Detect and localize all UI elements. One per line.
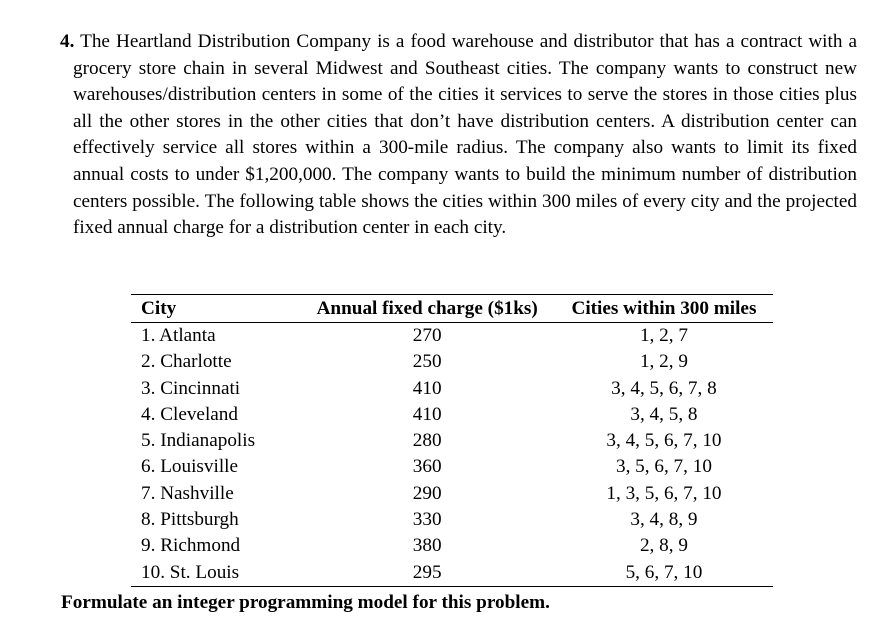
cities-cell: 5, 6, 7, 10 [555,560,773,587]
cities-cell: 2, 8, 9 [639,535,688,557]
table-row [131,560,773,587]
city-cell: 3. Cincinnati [141,377,241,399]
city-cell: 9. Richmond [141,535,241,557]
charge-cell: 410 [412,377,442,399]
charge-cell: 270 [412,325,442,346]
problem-text: The Heartland Distribution Company is a food warehouse and distributor that has a contract with a grocery store chain in several Midwest and Southeast cities. The company wants to construct new warehouses/distribution centers in some of the cities it services to serve the stores in those cities plus all the other stores in the other cities that don’t have distribution centers. A distribution center can effectively service all stores within a 300-mile radius. The company also wants to limit its fixed annual costs to under $1,200,000. The company wants to build the minimum number of distribution centers possible. The following table shows the cities within 300 miles of every city and the projected fixed annual charge for a distribution center in each city. [73,31,857,239]
header-annual-fixed-charge: Annual fixed charge ($1ks) [299,295,554,323]
city-cell: 2. Charlotte [141,351,232,373]
table-row [131,349,773,375]
city-table-container [131,294,773,587]
charge-cell: 380 [412,535,442,557]
cities-cell: 1, 3, 5, 6, 7, 10 [606,482,722,504]
city-cell: 8. Pittsburgh [141,509,239,531]
problem-statement [60,29,857,242]
table-row [131,402,773,428]
cities-cell: 3, 4, 5, 6, 7, 10 [606,430,722,452]
table-row [131,481,773,507]
header-cities-within-300-miles: Cities within 300 miles [555,295,773,323]
city-cell: 10. St. Louis [131,560,299,587]
cities-cell: 1, 2, 7 [639,325,688,346]
charge-cell: 250 [412,351,442,373]
cities-cell: 3, 4, 5, 6, 7, 8 [611,377,717,399]
charge-cell: 280 [412,430,442,452]
table-row [131,507,773,533]
city-cell: 5. Indianapolis [141,430,256,452]
cities-cell: 3, 5, 6, 7, 10 [615,456,712,478]
charge-cell: 410 [412,403,442,425]
cities-cell: 3, 4, 5, 8 [630,403,698,425]
table-row [131,533,773,559]
task-instruction: Formulate an integer programming model for this problem. [61,592,550,613]
charge-cell: 295 [299,560,554,587]
table-header-row [131,295,773,323]
charge-cell: 330 [412,509,442,531]
city-cell: 4. Cleveland [141,403,238,425]
header-city: City [131,295,299,323]
table-row [131,454,773,480]
charge-cell: 360 [412,456,442,478]
cities-cell: 3, 4, 8, 9 [630,509,698,531]
city-table [131,294,773,587]
table-row [131,428,773,454]
cities-cell: 1, 2, 9 [639,351,688,373]
problem-number: 4. [60,31,75,52]
charge-cell: 290 [412,482,442,504]
city-cell: 1. Atlanta [141,325,216,346]
table-row [131,323,773,350]
table-row [131,376,773,402]
city-cell: 7. Nashville [141,482,234,504]
city-cell: 6. Louisville [141,456,238,478]
